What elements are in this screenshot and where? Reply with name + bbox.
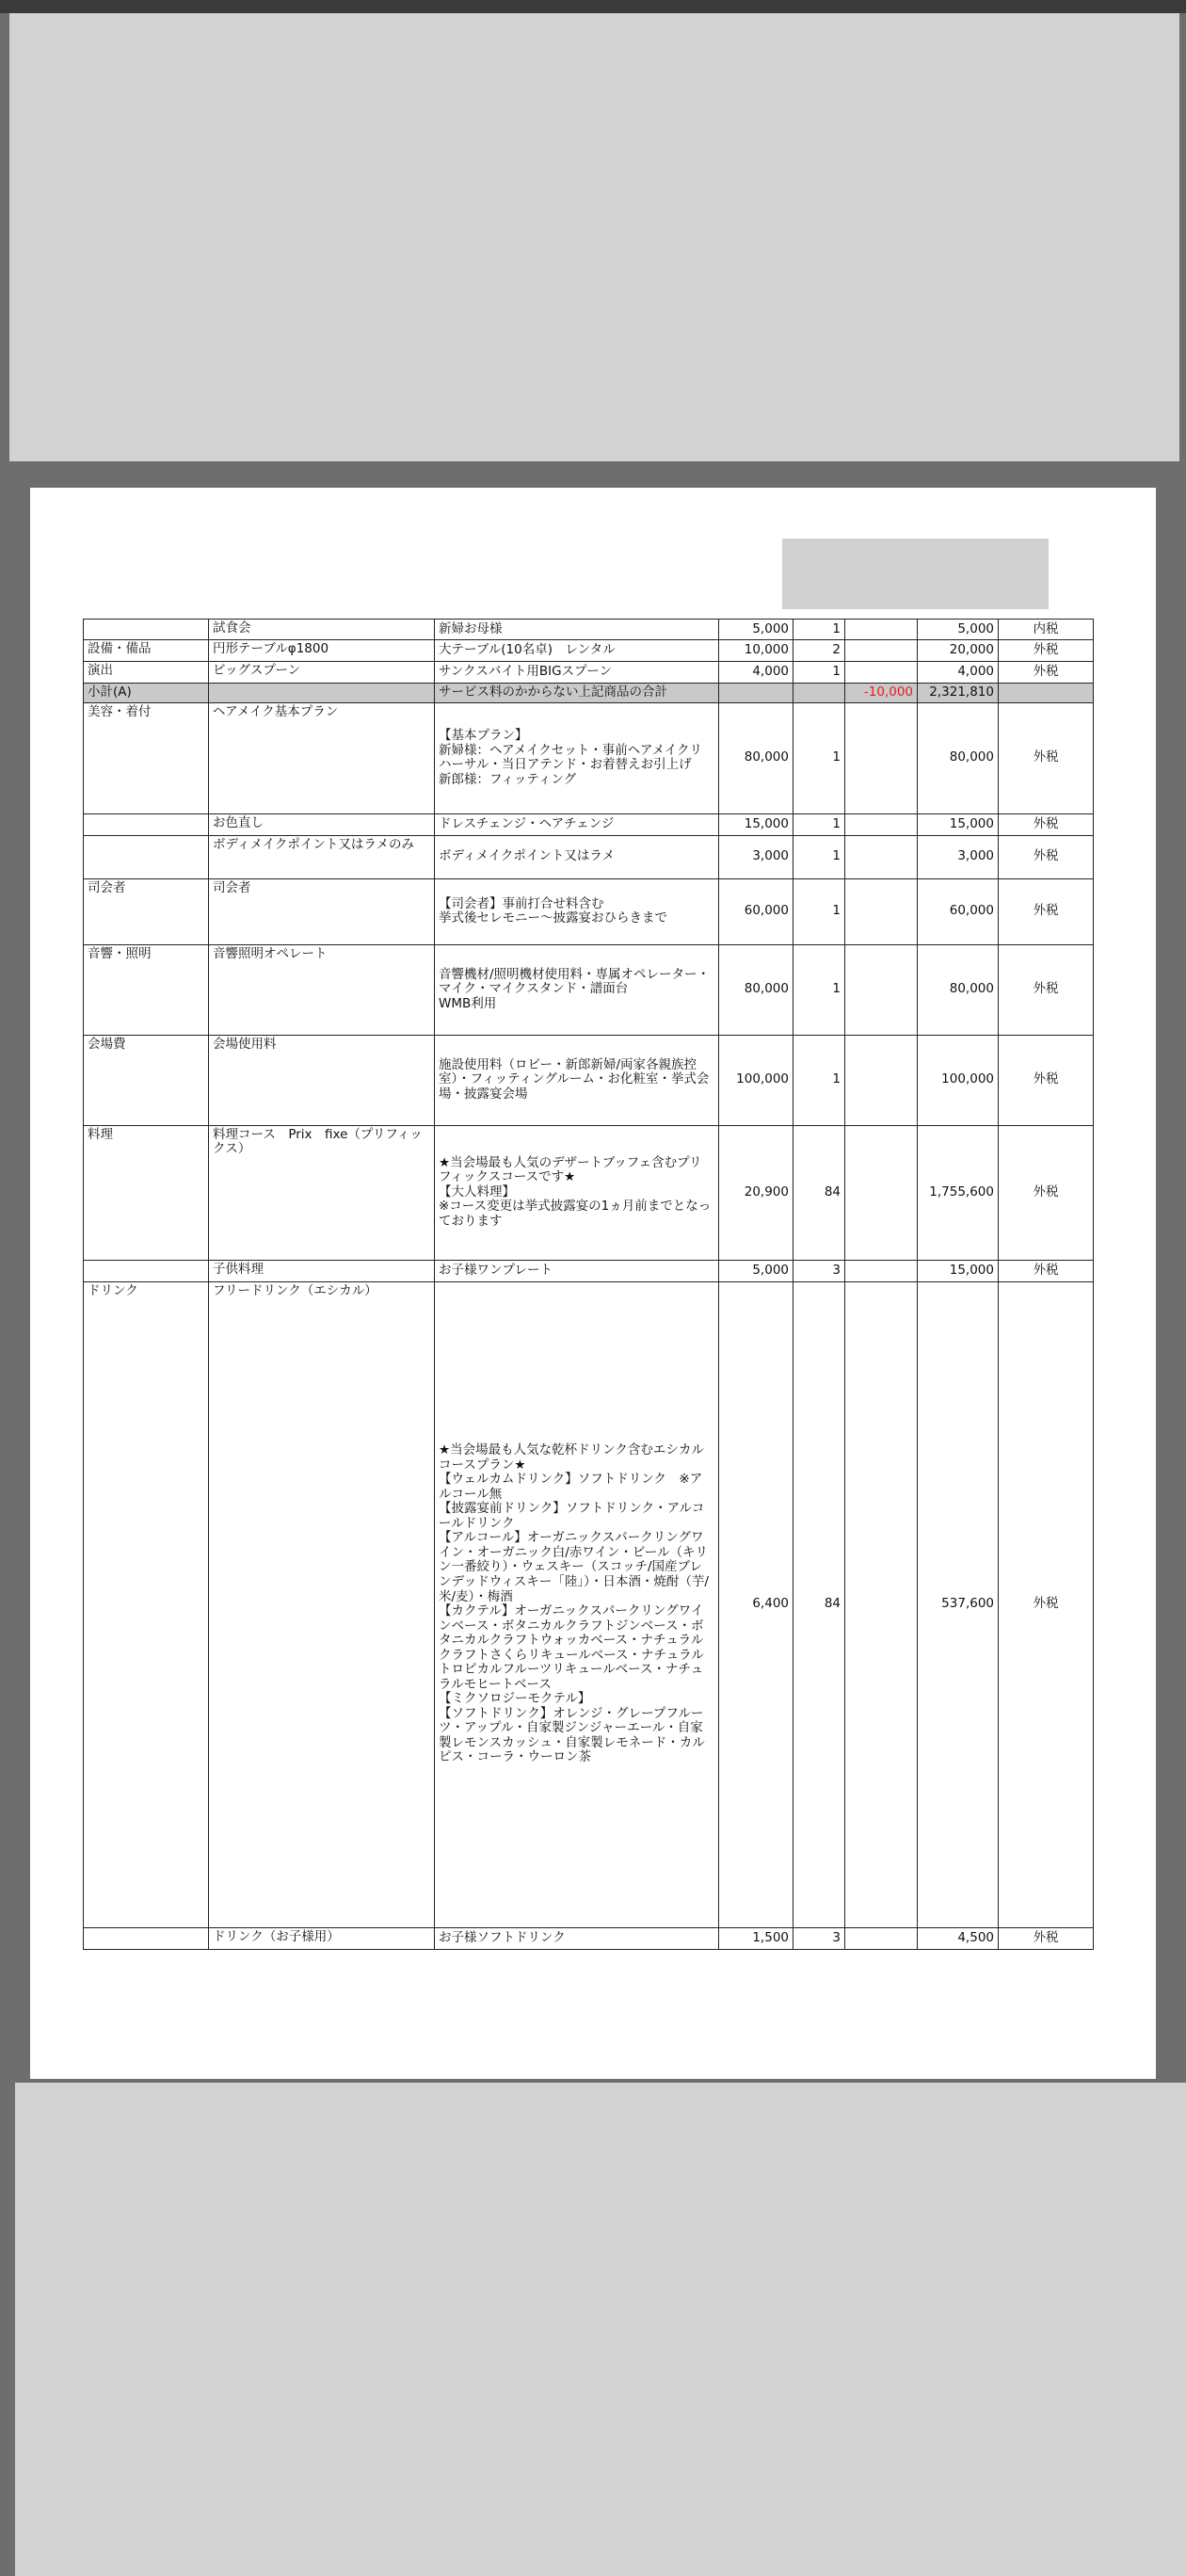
tax-cell: 外税 [999, 1035, 1094, 1125]
table-row [84, 1260, 1094, 1281]
description-cell: 大テーブル(10名卓) レンタル [435, 640, 719, 662]
quantity-cell: 3 [793, 1927, 845, 1949]
subtotal-description: サービス料のかからない上記商品の合計 [435, 684, 719, 703]
category-cell [84, 1260, 209, 1281]
discount-cell [845, 620, 918, 640]
table-row [84, 620, 1094, 640]
tax-cell: 外税 [999, 640, 1094, 662]
price-cell: 20,900 [719, 1125, 793, 1260]
quantity-cell: 1 [793, 878, 845, 944]
quantity-cell: 84 [793, 1125, 845, 1260]
table-row [84, 1125, 1094, 1260]
category-cell: ドリンク [84, 1281, 209, 1927]
description-cell: 【基本プラン】 新婦様：ヘアメイクセット・事前ヘアメイクリハーサル・当日アテンド・お着替えお引上げ 新郎様：フィッティング [435, 702, 719, 813]
description-cell: ドレスチェンジ・ヘアチェンジ [435, 813, 719, 835]
quantity-cell: 2 [793, 640, 845, 662]
discount-cell [845, 1035, 918, 1125]
amount-cell: 5,000 [918, 620, 999, 640]
redacted-area [782, 539, 1049, 609]
item-cell: 円形テーブルφ1800 [209, 640, 435, 662]
viewer-top-bar [0, 0, 1186, 13]
item-cell: ボディメイクポイント又はラメのみ [209, 835, 435, 878]
item-cell: フリードリンク（エシカル） [209, 1281, 435, 1927]
discount-cell [845, 813, 918, 835]
table-row [84, 1281, 1094, 1927]
category-cell [84, 813, 209, 835]
description-cell: 【司会者】事前打合せ料含む 挙式後セレモニー～披露宴おひらきまで [435, 878, 719, 944]
amount-cell: 3,000 [918, 835, 999, 878]
price-cell: 5,000 [719, 620, 793, 640]
description-cell: お子様ワンプレート [435, 1260, 719, 1281]
tax-cell: 内税 [999, 620, 1094, 640]
category-cell: 会場費 [84, 1035, 209, 1125]
tax-cell: 外税 [999, 1281, 1094, 1927]
tax-cell: 外税 [999, 1125, 1094, 1260]
quantity-cell: 1 [793, 620, 845, 640]
subtotal-amount: 2,321,810 [918, 684, 999, 703]
price-cell: 4,000 [719, 662, 793, 684]
table-row [84, 640, 1094, 662]
item-cell: ドリンク（お子様用） [209, 1927, 435, 1949]
price-cell: 15,000 [719, 813, 793, 835]
previous-page-placeholder [9, 13, 1179, 461]
description-cell: 音響機材/照明機材使用料・専属オペレーター・マイク・マイクスタンド・譜面台 WMB利用 [435, 944, 719, 1035]
tax-cell: 外税 [999, 702, 1094, 813]
price-cell: 80,000 [719, 702, 793, 813]
amount-cell: 60,000 [918, 878, 999, 944]
quantity-cell: 1 [793, 662, 845, 684]
item-cell: 子供料理 [209, 1260, 435, 1281]
discount-cell [845, 662, 918, 684]
table-row [84, 813, 1094, 835]
quantity-cell [793, 684, 845, 703]
description-cell: ボディメイクポイント又はラメ [435, 835, 719, 878]
item-cell: 料理コース Prix fixe（プリフィックス） [209, 1125, 435, 1260]
discount-cell [845, 640, 918, 662]
discount-cell [845, 1281, 918, 1927]
item-cell: 会場使用料 [209, 1035, 435, 1125]
description-cell: サンクスバイト用BIGスプーン [435, 662, 719, 684]
amount-cell: 80,000 [918, 702, 999, 813]
discount-cell [845, 1927, 918, 1949]
quantity-cell: 3 [793, 1260, 845, 1281]
discount-cell [845, 835, 918, 878]
quantity-cell: 84 [793, 1281, 845, 1927]
price-cell: 3,000 [719, 835, 793, 878]
category-cell: 音響・照明 [84, 944, 209, 1035]
price-cell [719, 684, 793, 703]
tax-cell: 外税 [999, 944, 1094, 1035]
price-cell: 1,500 [719, 1927, 793, 1949]
category-cell: 美容・着付 [84, 702, 209, 813]
price-cell: 60,000 [719, 878, 793, 944]
table-row [84, 944, 1094, 1035]
estimate-table [83, 619, 1094, 1950]
discount-cell [845, 1260, 918, 1281]
amount-cell: 537,600 [918, 1281, 999, 1927]
category-cell [84, 1927, 209, 1949]
description-cell: 施設使用料（ロビー・新郎新婦/両家各親族控室）・フィッティングルーム・お化粧室・挙式会場・披露宴会場 [435, 1035, 719, 1125]
tax-cell: 外税 [999, 1927, 1094, 1949]
table-row [84, 835, 1094, 878]
table-row [84, 1927, 1094, 1949]
amount-cell: 4,000 [918, 662, 999, 684]
item-cell [209, 684, 435, 703]
item-cell: ビッグスプーン [209, 662, 435, 684]
amount-cell: 15,000 [918, 1260, 999, 1281]
amount-cell: 15,000 [918, 813, 999, 835]
description-cell: お子様ソフトドリンク [435, 1927, 719, 1949]
price-cell: 100,000 [719, 1035, 793, 1125]
category-cell: 演出 [84, 662, 209, 684]
item-cell: 司会者 [209, 878, 435, 944]
amount-cell: 20,000 [918, 640, 999, 662]
category-cell: 料理 [84, 1125, 209, 1260]
category-cell [84, 835, 209, 878]
tax-cell: 外税 [999, 835, 1094, 878]
quantity-cell: 1 [793, 1035, 845, 1125]
tax-cell [999, 684, 1094, 703]
amount-cell: 4,500 [918, 1927, 999, 1949]
tax-cell: 外税 [999, 878, 1094, 944]
amount-cell: 80,000 [918, 944, 999, 1035]
price-cell: 80,000 [719, 944, 793, 1035]
quantity-cell: 1 [793, 813, 845, 835]
price-cell: 5,000 [719, 1260, 793, 1281]
item-cell: 音響照明オペレート [209, 944, 435, 1035]
subtotal-label: 小計(A) [84, 684, 209, 703]
next-page-placeholder [15, 2083, 1186, 2576]
tax-cell: 外税 [999, 662, 1094, 684]
description-cell: ★当会場最も人気のデザートブッフェ含むプリフィックスコースです★ 【大人料理】 ※コース変更は挙式披露宴の1ヵ月前までとなっております [435, 1125, 719, 1260]
discount-cell [845, 944, 918, 1035]
price-cell: 6,400 [719, 1281, 793, 1927]
description-cell: ★当会場最も人気な乾杯ドリンク含むエシカルコースプラン★ 【ウェルカムドリンク】ソフトドリンク ※アルコール無 【披露宴前ドリンク】ソフトドリンク・アルコールドリンク 【アルコール】オーガニックスパークリングワイン・オーガニック白/赤ワイン・ビール（キリン一番絞り）・ウェスキー（スコッチ/国産ブレンデッドウィスキー「陸」）・日本酒・焼酎（芋/米/麦）・梅酒 【カクテル】オーガニックスパークリングワインベース・ボタニカルクラフトジンベース・ボタニカルクラフトウォッカベース・ナチュラルクラフトさくらリキュールベース・ナチュラルトロピカルフルーツリキュールベース・ナチュラルモヒートベース 【ミクソロジーモクテル】 【ソフトドリンク】オレンジ・グレープフルーツ・アップル・自家製ジンジャーエール・自家製レモンスカッシュ・自家製レモネード・カルピス・コーラ・ウーロン茶 [435, 1281, 719, 1927]
quantity-cell: 1 [793, 835, 845, 878]
discount-cell [845, 1125, 918, 1260]
subtotal-row [84, 684, 1094, 703]
tax-cell: 外税 [999, 813, 1094, 835]
quantity-cell: 1 [793, 944, 845, 1035]
amount-cell: 100,000 [918, 1035, 999, 1125]
description-cell: 新婦お母様 [435, 620, 719, 640]
tax-cell: 外税 [999, 1260, 1094, 1281]
table-row [84, 1035, 1094, 1125]
table-row [84, 662, 1094, 684]
quantity-cell: 1 [793, 702, 845, 813]
discount-cell [845, 702, 918, 813]
category-cell: 司会者 [84, 878, 209, 944]
price-cell: 10,000 [719, 640, 793, 662]
table-row [84, 878, 1094, 944]
item-cell: ヘアメイク基本プラン [209, 702, 435, 813]
discount-cell [845, 878, 918, 944]
category-cell: 設備・備品 [84, 640, 209, 662]
item-cell: 試食会 [209, 620, 435, 640]
table-row [84, 702, 1094, 813]
subtotal-discount: -10,000 [845, 684, 918, 703]
item-cell: お色直し [209, 813, 435, 835]
amount-cell: 1,755,600 [918, 1125, 999, 1260]
category-cell [84, 620, 209, 640]
